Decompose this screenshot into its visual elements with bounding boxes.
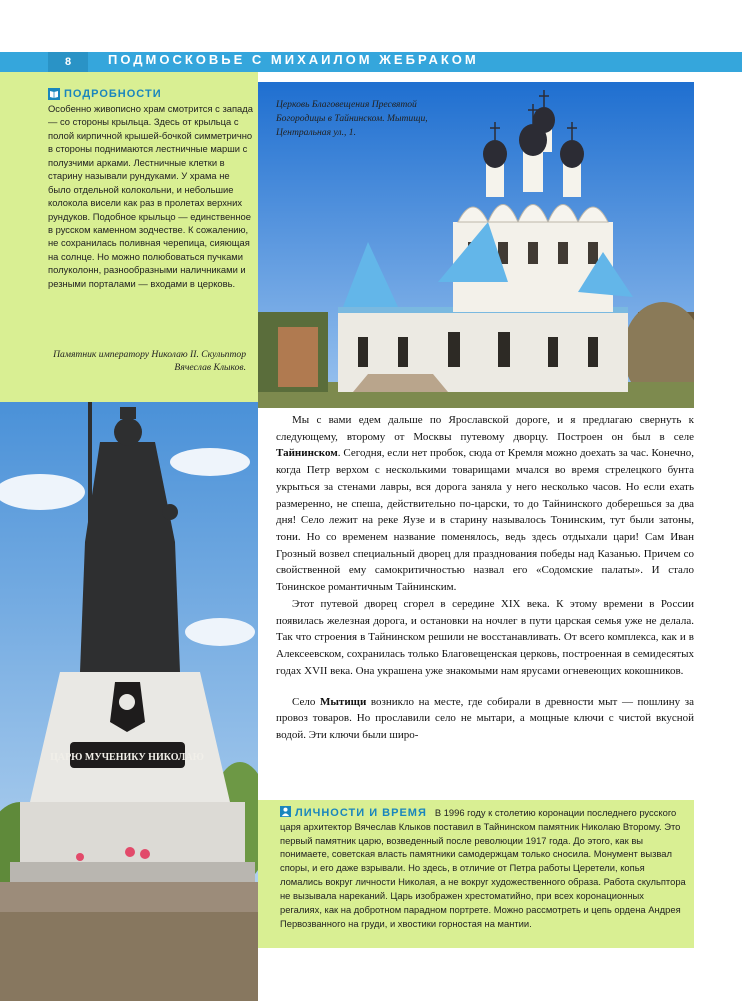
top-margin [0,0,742,52]
personalities-box [258,800,694,948]
paragraph-1 [276,412,694,596]
personalities-text: В 1996 году к столетию коронации последнего русского царя архитектор Вячеслав Клыков поставил в Тайнинском памятник Николаю Второму. Это первый памятник царю, возведенный после революции 1917 года. До этого, как вы понимаете, советская власть памятники самодержцам только сносила. Монумент вызвал споры, и его даже взрывали. Но здесь, в отличие от Петра работы Церетели, копья ломались вокруг личности Николая, а не вокруг художественного образа. Работа скульптора не вызывала нареканий. Царь изображен хрестоматийно, при всех коронационных регалиях, как на добротном парадном портрете. Можно рассмотреть и цепь ордена Андрея Первозванного на груди, и хвостики горностая на мантии. [280,807,686,929]
right-margin [694,72,742,1001]
p3-text-a: Село [292,695,320,708]
p1-bold-place: Тайнинском [276,447,338,460]
p3-text-b: возникло на месте, где собирали в древности мыт — пошлину за провоз товаров. Но прославили село не мытари, а мощные ключи с чистой вкусной водой. Эти ключи были широ- [276,695,694,741]
p3-bold-place: Мытищи [319,695,367,708]
monument-photo [0,402,258,1001]
page-number: 8 [48,52,88,72]
personalities-title: ЛИЧНОСТИ И ВРЕМЯ [295,807,427,819]
monument-inscription: ЦАРЮ МУЧЕНИКУ НИКОЛАЮ [50,752,204,763]
page-header [0,52,742,72]
book-icon [48,88,60,100]
person-icon [280,806,291,817]
p1-text-a: Мы с вами едем дальше по Ярославской дороге, и я предлагаю свернуть к следующему, второму от Москвы путевому дворцу. Построен он был в селе [276,414,694,443]
details-box [48,88,253,290]
main-article [276,412,694,744]
church-caption: Церковь Благовещения Пресвятой Богородицы в Тайнинском. Мытищи, Центральная ул., 1. [276,99,428,138]
monument-caption: Памятник императору Николаю II. Скульптор Вячеслав Клыков. [53,349,246,374]
running-title: ПОДМОСКОВЬЕ С МИХАИЛОМ ЖЕБРАКОМ [108,52,479,67]
details-text: Особенно живописно храм смотрится с запада — со стороны крыльца. Здесь от крыльца с полой кирпичной крышей-бочкой симметрично в стороны поднимаются лестничные марши с полузчими арками. Лестничные клетки в старину называли рундуками. У храма не было отдельной колокольни, и небольшие колокола висели как раз в пролетах верхних рундуков. Подобное крыльцо — единственное в русском каменном зодчестве. К сожалению, не сохранилась поливная черепица, сияющая на солнце. Но можно полюбоваться пучками полуколонн, разнообразными наличниками и резными порталами — входами в церковь. [48,103,253,289]
details-title: ПОДРОБНОСТИ [64,88,162,100]
p1-text-b: . Сегодня, если нет пробок, сюда от Кремля можно доехать за час. Конечно, когда Петр верхом с несколькими товарищами мчался во время стрелецкого бунта укрыться за стенами лавры, вся дорога заняла у него несколько часов. Но если ехать размеренно, не спеша, действительно по-царски, то до Тайнинского доберешься за два дня! Село лежит на реке Яузе и в старину называлось Тонинским, тут были затоны, тони. Но со временем название поменялось, ведь здесь отдыхали цари! Сам Иван Грозный возвел специальный дворец для празднования победы над Казанью. Причем со свойственной ему самокритичностью назвал его «Содомские палаты». И стало Тонинское романтичным Тайнинским. [276,447,694,594]
paragraph-2: Этот путевой дворец сгорел в середине XIX века. К этому времени в России появилась железная дорога, и остановки на ночлег в пути царская семья уже не делала. Так что строения в Тайнинском решили не восстанавливать. От всего комплекса, как и в Алексеевском, сохранилась только Благовещенская церковь, построенная в семидесятых годах XVII века. Она украшена уже знакомыми нам ярусами огневеющих кокошников. [276,597,694,677]
paragraph-3 [276,694,694,744]
